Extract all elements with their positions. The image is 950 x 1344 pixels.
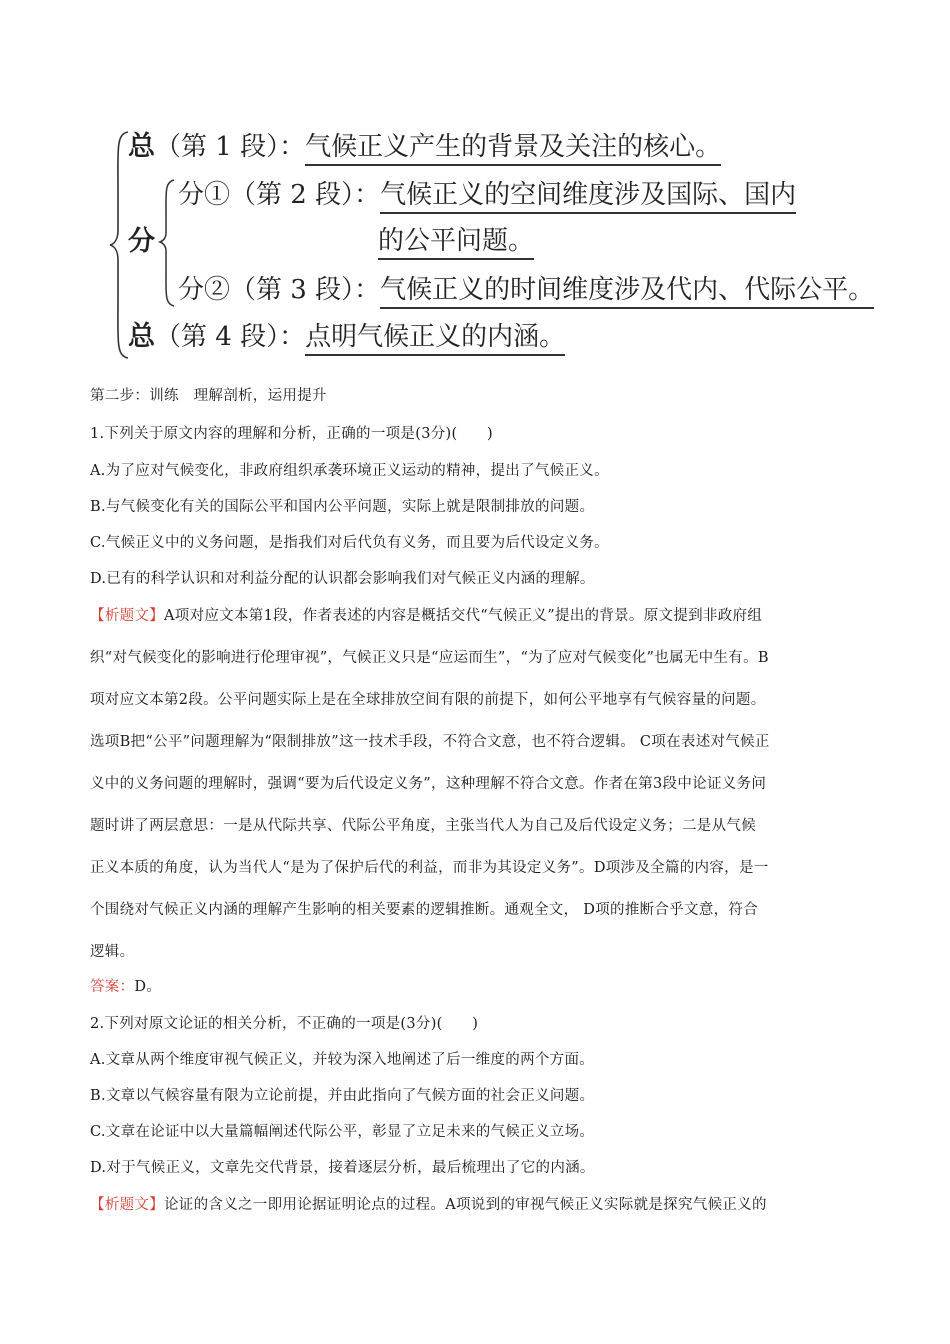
colon-3: ： xyxy=(354,275,381,305)
q1-answer xyxy=(90,977,870,997)
q1-analysis-line-7: 正义本质的角度，认为当代人“是为了保护后代的利益，而非为其设定义务”。D项涉及全篇的内容，是一 xyxy=(90,860,769,876)
zong-label-1: 总 xyxy=(128,131,155,162)
q1-stem: 1.下列关于原文内容的理解和分析，正确的一项是(3分)( ) xyxy=(90,426,493,442)
analysis-text-2: 论证的含义之一即用论据证明论点的过程。A项说到的审视气候正义实际就是探究气候正义的 xyxy=(164,1197,767,1213)
answer-label: 答案： xyxy=(90,979,135,995)
answer-value: D。 xyxy=(134,979,162,995)
summary-text-1: 气候正义产生的背景及关注的核心。 xyxy=(305,132,721,166)
q1-analysis-line-8: 个围绕对气候正义内涵的理解产生影响的相关要素的逻辑推断。通观全文， D项的推断合乎文意，符合 xyxy=(90,902,759,918)
q2-option-d: D.对于气候正义，文章先交代背景，接着逐层分析，最后梳理出了它的内涵。 xyxy=(90,1160,595,1176)
q1-option-c: C.气候正义中的义务问题，是指我们对后代负有义务，而且要为后代设定义务。 xyxy=(90,535,609,551)
q1-analysis-line-3: 项对应文本第2段。公平问题实际上是在全球排放空间有限的前提下，如何公平地享有气候容量的问题。 xyxy=(90,692,766,708)
colon-1: ： xyxy=(279,132,306,162)
para-ref-3: （第 3 段） xyxy=(230,275,355,305)
diagram-line-1 xyxy=(128,130,721,164)
q2-option-a: A.文章从两个维度审视气候正义，并较为深入地阐述了后一维度的两个方面。 xyxy=(90,1052,595,1068)
fen2-label: 分② xyxy=(178,275,231,305)
colon-4: ： xyxy=(279,322,306,352)
q1-option-a: A.为了应对气候变化，非政府组织承袭环境正义运动的精神，提出了气候正义。 xyxy=(90,463,609,479)
q1-analysis-line-1 xyxy=(90,606,870,626)
fen-label xyxy=(128,225,155,259)
q1-option-b: B.与气候变化有关的国际公平和国内公平问题，实际上就是限制排放的问题。 xyxy=(90,499,595,515)
fen1-label: 分① xyxy=(178,180,231,210)
analysis-tag: 【析题文】 xyxy=(90,608,164,624)
q2-option-b: B.文章以气候容量有限为立论前提，并由此指向了气候方面的社会正义问题。 xyxy=(90,1088,595,1104)
q2-analysis-line-1 xyxy=(90,1195,870,1215)
outer-brace xyxy=(108,130,130,360)
summary-text-3: 气候正义的时间维度涉及代内、代际公平。 xyxy=(380,275,874,309)
diagram-line-3 xyxy=(378,224,534,258)
analysis-text: A项对应文本第1段，作者表述的内容是概括交代“气候正义”提出的背景。原文提到非政府组 xyxy=(164,608,763,624)
inner-brace xyxy=(158,178,176,308)
diagram-line-5 xyxy=(128,320,565,354)
q1-option-d: D.已有的科学认识和对利益分配的认识都会影响我们对气候正义内涵的理解。 xyxy=(90,571,595,587)
q1-analysis-line-2: 织“对气候变化的影响进行伦理审视”，气候正义只是“应运而生”，“为了应对气候变化”也属无中生有。B xyxy=(90,650,769,666)
q1-analysis-line-5: 义中的义务问题的理解时，强调“要为后代设定义务”，这种理解不符合文意。作者在第3段中论证义务问 xyxy=(90,776,767,792)
q1-analysis-line-4: 选项B把“公平”问题理解为“限制排放”这一技术手段，不符合文意，也不符合逻辑。 C项在表述对气候正 xyxy=(90,734,770,750)
para-ref-4: （第 4 段） xyxy=(155,322,280,352)
analysis-tag-2: 【析题文】 xyxy=(90,1197,164,1213)
fen-text: 分 xyxy=(128,226,155,257)
summary-text-2-cont: 的公平问题。 xyxy=(378,226,534,260)
summary-text-4: 点明气候正义的内涵。 xyxy=(305,322,565,356)
colon-2: ： xyxy=(354,180,381,210)
para-ref-2: （第 2 段） xyxy=(230,180,355,210)
q1-analysis-line-6: 题时讲了两层意思：一是从代际共享、代际公平角度，主张当代人为自己及后代设定义务；二是从气候 xyxy=(90,818,756,834)
diagram-line-2 xyxy=(178,178,796,212)
q1-analysis-line-9: 逻辑。 xyxy=(90,944,135,960)
q2-stem: 2.下列对原文论证的相关分析，不正确的一项是(3分)( ) xyxy=(90,1016,479,1032)
diagram-line-4 xyxy=(178,273,874,307)
structure-diagram xyxy=(0,0,950,370)
zong-label-2: 总 xyxy=(128,321,155,352)
step2-heading: 第二步：训练 理解剖析，运用提升 xyxy=(90,388,327,404)
summary-text-2: 气候正义的空间维度涉及国际、国内 xyxy=(380,180,796,214)
para-ref-1: （第 1 段） xyxy=(155,132,280,162)
q2-option-c: C.文章在论证中以大量篇幅阐述代际公平，彰显了立足未来的气候正义立场。 xyxy=(90,1124,595,1140)
